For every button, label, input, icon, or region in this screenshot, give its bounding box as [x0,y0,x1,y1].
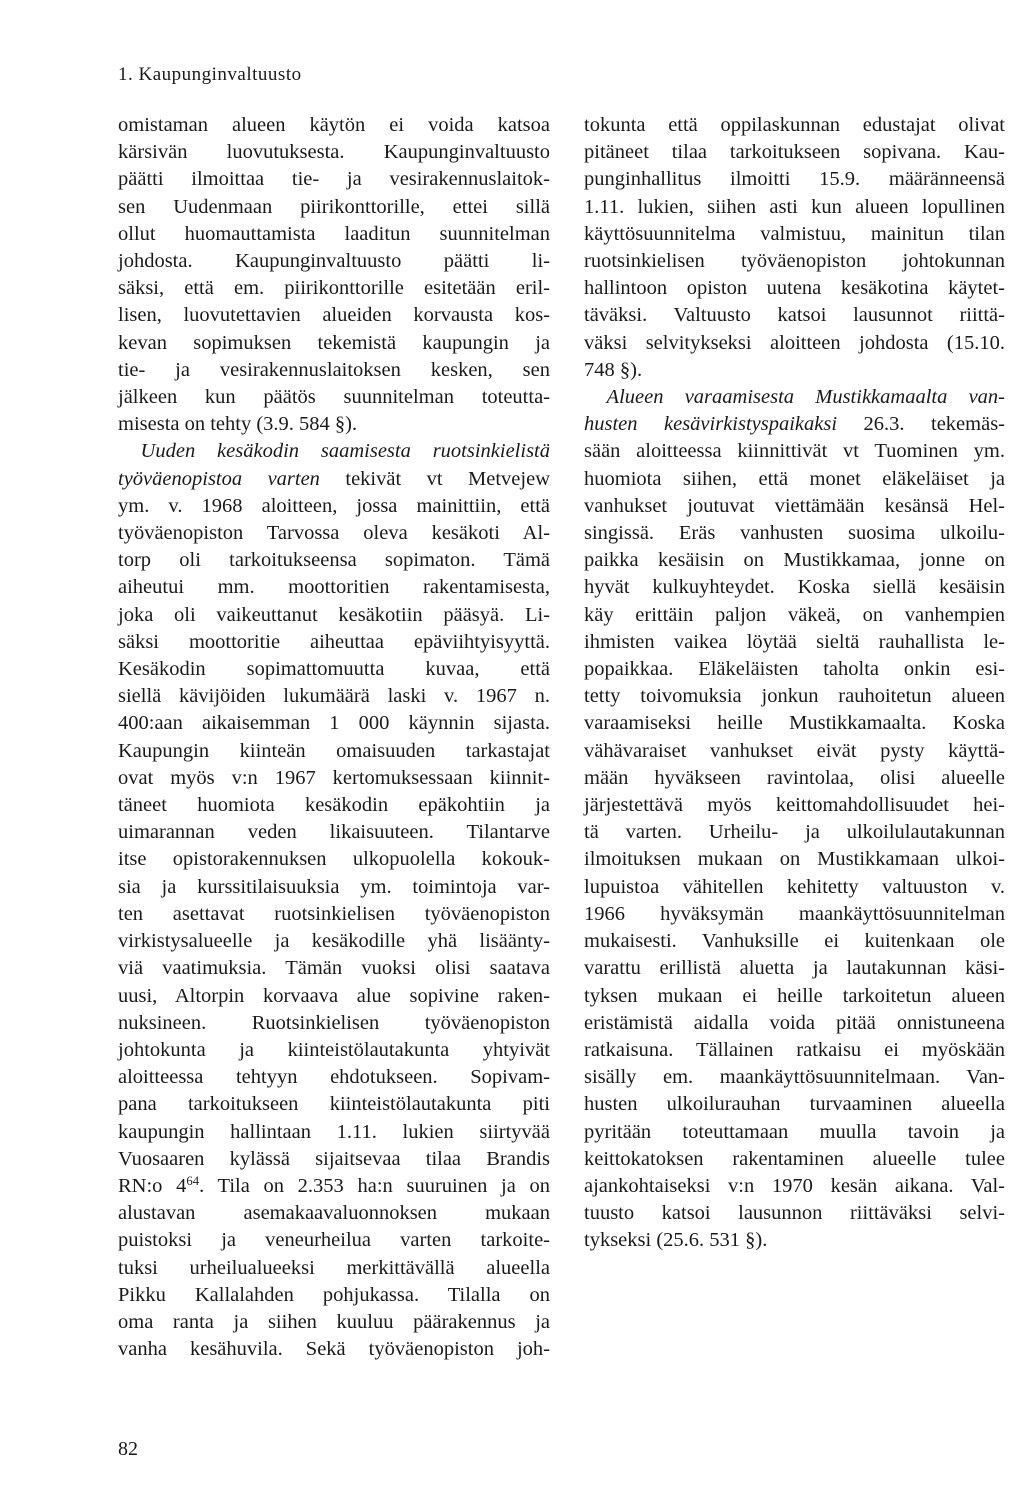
text-line [584,928,1005,955]
text-line [118,357,550,384]
italic-subject: Uuden kesäkodin saamisesta ruotsinkielistä [140,440,550,463]
text-line [584,1119,1005,1146]
text-line [584,901,1005,928]
text-line [584,1173,1005,1200]
text-line [584,874,1005,901]
text-line [118,1173,550,1200]
line-text-continued: . Tila on 2.353 ha:n suuruinen ja on [199,1174,550,1197]
line-text: lupuistoa vähitellen kehitetty valtuuston v. [584,875,1005,898]
line-text: tykseksi (25.6. 531 §). [584,1229,768,1252]
text-line [118,520,550,547]
line-text: sisälly em. maankäyttösuunnitelmaan. Van- [584,1066,1005,1089]
line-text: ilmoituksen mukaan on Mustikkamaan ulkoi- [584,848,1005,871]
line-text: ratkaisuna. Tällainen ratkaisu ei myöskään [584,1038,1005,1061]
line-text: johdosta. Kaupunginvaltuusto päätti li- [118,250,550,273]
line-text: ihmisten vaikea löytää sieltä rauhallista le- [584,630,1005,653]
text-line [118,330,550,357]
text-line [584,656,1005,683]
line-text: ym. v. 1968 aloitteen, jossa mainittiin, että [118,494,550,517]
text-line [584,629,1005,656]
line-text: punginhallitus ilmoitti 15.9. määränneensä [584,168,1005,191]
text-line [584,166,1005,193]
text-line [584,248,1005,275]
page-number: 82 [118,1438,138,1460]
line-text: pyritään toteuttamaan muulla tavoin ja [584,1120,1005,1143]
line-text: aiheutui mm. moottoritien rakentamisesta, [118,576,550,599]
text-line [584,574,1005,601]
text-line [118,792,550,819]
line-text: työväenopiston Tarvossa oleva kesäkoti Al- [118,522,550,545]
text-line [584,221,1005,248]
text-line [118,493,550,520]
text-line [118,302,550,329]
text-line [584,302,1005,329]
line-text: Pikku Kallalahden pohjukassa. Tilalla on [118,1283,550,1306]
text-line [118,602,550,629]
text-line [584,819,1005,846]
text-line [118,547,550,574]
line-text: jälkeen kun päätös suunnitelman toteutta- [118,386,550,409]
text-line [118,738,550,765]
line-text: johtokunta ja kiinteistölautakunta yhtyivät [118,1038,550,1061]
line-text: keittokatoksen rakentaminen alueelle tulee [584,1147,1005,1170]
line-text: tekivät vt Metvejew [319,467,550,490]
text-line [118,166,550,193]
running-header: 1. Kaupunginvaltuusto [118,64,302,85]
text-line [118,1336,550,1363]
line-text: tuusto katsoi lausunnon riittäväksi selvi- [584,1202,1005,1225]
text-line [118,819,550,846]
text-line [118,1309,550,1336]
line-text: Vuosaaren kylässä sijaitsevaa tilaa Brandis [118,1147,550,1170]
text-line [118,1227,550,1254]
line-text: siellä kävijöiden lukumäärä laski v. 1967 n. [118,685,550,708]
line-text: oma ranta ja siihen kuuluu päärakennus ja [118,1310,550,1333]
line-text: 400:aan aikaisemman 1 000 käynnin sijasta. [118,712,550,735]
line-text: torp oli tarkoitukseensa sopimaton. Tämä [118,549,550,572]
line-text: husten ulkoilurauhan turvaaminen alueella [584,1093,1005,1116]
text-line [584,1010,1005,1037]
text-line [584,1091,1005,1118]
text-line [584,466,1005,493]
line-text: nuksineen. Ruotsinkielisen työväenopiston [118,1011,550,1034]
text-line [118,1119,550,1146]
line-text: ovat myös v:n 1967 kertomuksessaan kiinnit- [118,766,550,789]
text-line [118,846,550,873]
text-line [584,547,1005,574]
text-line [118,275,550,302]
text-line [118,683,550,710]
text-line [118,983,550,1010]
text-line [118,1200,550,1227]
line-text: sia ja kurssitilaisuuksia ym. toimintoja var- [118,875,550,898]
line-text: pitäneet tilaa tarkoitukseen sopivana. Kau- [584,141,1005,164]
left-text-column [118,112,550,1363]
text-line [118,1037,550,1064]
line-text: alustavan asemakaavaluonnoksen mukaan [118,1202,550,1225]
text-line [118,466,550,493]
line-text: popaikkaa. Eläkeläisten taholta onkin esi- [584,658,1005,681]
line-text: sen Uudenmaan piirikonttorille, ettei sillä [118,195,550,218]
text-line [584,112,1005,139]
line-text: kärsivän luovutuksesta. Kaupunginvaltuusto [118,141,550,164]
line-text: 1.11. lukien, siihen asti kun alueen lopullinen [584,195,1005,218]
line-text: 748 §). [584,358,643,381]
line-text: varaamiseksi heille Mustikkamaalta. Koska [584,712,1005,735]
line-text: lisen, luovutettavien alueiden korvausta kos- [118,304,550,327]
text-line [118,112,550,139]
text-line [118,928,550,955]
line-text: ajankohtaiseksi v:n 1970 kesän aikana. Val- [584,1174,1005,1197]
line-text: tuksi urheilualueeksi merkittävällä alueella [118,1256,550,1279]
line-text: viä vaatimuksia. Tämän vuoksi olisi saatava [118,957,550,980]
line-text: omistaman alueen käytön ei voida katsoa [118,114,550,136]
line-text: varattu erillistä aluetta ja lautakunnan käsi- [584,957,1005,980]
text-line [584,1037,1005,1064]
text-line [118,411,550,438]
line-text: säksi, että em. piirikonttorille esitetään eril- [118,277,550,300]
text-line [584,520,1005,547]
text-line [118,955,550,982]
text-line [584,1200,1005,1227]
text-line [584,983,1005,1010]
line-text: RN:o 4 [118,1174,187,1197]
text-line [118,574,550,601]
text-line [118,438,550,465]
italic-subject: työväenopistoa varten [118,467,320,490]
text-line [584,683,1005,710]
line-text: itse opistorakennuksen ulkopuolella kokouk- [118,848,550,871]
line-text: 1966 hyväksymän maankäyttösuunnitelman [584,902,1005,925]
line-text: paikka kesäisin on Mustikkamaa, jonne on [584,549,1005,572]
line-text: tä varten. Urheilu- ja ulkoilulautakunnan [584,821,1005,844]
text-line [118,1091,550,1118]
line-text: hyvät kulkuyhteydet. Koska siellä kesäisin [584,576,1005,599]
line-text: tetty toivomuksia jonkun rauhoitetun alueen [584,685,1005,708]
line-text: uimarannan veden likaisuuteen. Tilantarve [118,821,550,844]
line-text: ruotsinkielisen työväenopiston johtokunnan [584,250,1005,273]
text-line [118,1064,550,1091]
right-text-column [584,112,1005,1255]
text-line [118,874,550,901]
text-line [584,493,1005,520]
text-line [584,710,1005,737]
line-text: kaupungin hallintaan 1.11. lukien siirtyvää [118,1120,550,1143]
text-line [118,139,550,166]
text-line [118,1010,550,1037]
line-text: misesta on tehty (3.9. 584 §). [118,413,358,436]
text-line [118,1282,550,1309]
line-text: pana tarkoitukseen kiinteistölautakunta piti [118,1093,550,1116]
text-line [118,710,550,737]
text-line [584,846,1005,873]
text-line [584,411,1005,438]
text-line [118,194,550,221]
text-line [584,438,1005,465]
line-text: joka oli vaikeuttanut kesäkotiin pääsyä. Li- [118,603,550,626]
line-text: uusi, Altorpin korvaava alue sopivine raken- [118,984,550,1007]
line-text: täväksi. Valtuusto katsoi lausunnot riittä- [584,304,1005,327]
line-text: tyksen mukaan ei heille tarkoitetun alueen [584,984,1005,1007]
line-text: virkistysalueelle ja kesäkodille yhä lisäänty- [118,930,550,953]
text-line [118,1146,550,1173]
line-text: Kesäkodin sopimattomuutta kuvaa, että [118,658,550,681]
line-text: puistoksi ja veneurheilua varten tarkoite- [118,1229,550,1252]
line-text: ten asettavat ruotsinkielisen työväenopiston [118,902,550,925]
line-text: käy erittäin paljon väkeä, on vanhempien [584,603,1005,626]
line-text: täneet huomiota kesäkodin epäkohtiin ja [118,794,550,817]
line-text: säksi moottoritie aiheuttaa epäviihtyisyyttä. [118,630,550,653]
line-text: hallintoon opiston uutena kesäkotina käytet- [584,277,1005,300]
superscript: 64 [186,1173,200,1188]
italic-subject: Alueen varaamisesta Mustikkamaalta van- [606,386,1005,409]
text-line [584,765,1005,792]
text-line [118,629,550,656]
line-text: päätti ilmoittaa tie- ja vesirakennuslaitok- [118,168,550,191]
text-line [118,221,550,248]
text-line [118,248,550,275]
italic-subject: husten kesävirkistyspaikaksi [584,413,838,436]
text-line [584,1064,1005,1091]
line-text: mukaisesti. Vanhuksille ei kuitenkaan ole [584,930,1005,953]
text-line [118,656,550,683]
line-text: sään aloitteessa kiinnittivät vt Tuominen ym. [584,440,1005,463]
text-line [118,901,550,928]
line-text: 26.3. tekemäs- [837,413,1005,436]
line-text: aloitteessa tehtyyn ehdotukseen. Sopivam- [118,1066,550,1089]
line-text: vanha kesähuvila. Sekä työväenopiston joh- [118,1338,550,1361]
line-text: väksi selvitykseksi aloitteen johdosta (15.10. [584,331,1005,354]
line-text: kevan sopimuksen tekemistä kaupungin ja [118,331,550,354]
line-text: huomiota siihen, että monet eläkeläiset ja [584,467,1005,490]
line-text: vanhukset joutuvat viettämään kesänsä Hel- [584,494,1005,517]
line-text: ollut huomauttamista laaditun suunnitelman [118,222,550,245]
text-line [584,955,1005,982]
text-line [584,275,1005,302]
text-line [584,139,1005,166]
line-text: mään hyväkseen ravintolaa, olisi alueelle [584,766,1005,789]
text-line [584,357,1005,384]
text-line [118,384,550,411]
line-text: tie- ja vesirakennuslaitoksen kesken, sen [118,358,550,381]
text-line [584,1146,1005,1173]
text-line [584,602,1005,629]
text-line [584,384,1005,411]
line-text: järjestettävä myös keittomahdollisuudet hei- [584,794,1005,817]
text-line [584,1227,1005,1254]
text-line [584,194,1005,221]
line-text: käyttösuunnitelma valmistuu, mainitun tilan [584,222,1005,245]
line-text: eristämistä aidalla voida pitää onnistuneena [584,1011,1005,1034]
line-text: tokunta että oppilaskunnan edustajat olivat [584,114,1005,136]
text-line [584,792,1005,819]
line-text: singissä. Eräs vanhusten suosima ulkoilu- [584,522,1005,545]
text-line [584,330,1005,357]
text-line [118,765,550,792]
line-text: Kaupungin kiinteän omaisuuden tarkastajat [118,739,550,762]
line-text: vähävaraiset vanhukset eivät pysty käyttä- [584,739,1005,762]
text-line [584,738,1005,765]
text-line [118,1255,550,1282]
